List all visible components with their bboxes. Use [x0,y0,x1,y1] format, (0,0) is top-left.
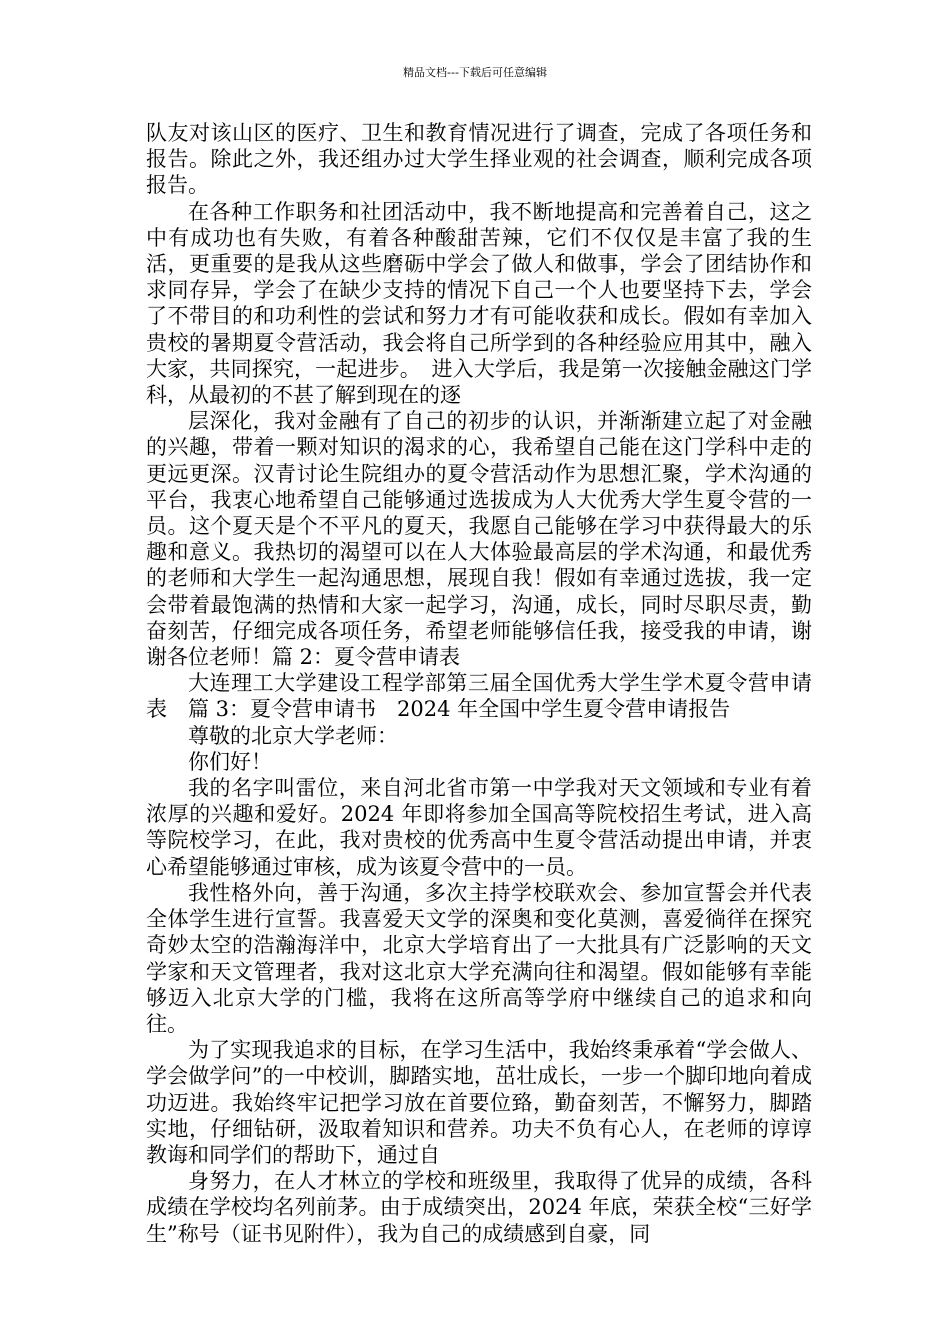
paragraph-8: 我性格外向，善于沟通，多次主持学校联欢会、参加宣誓会并代表全体学生进行宣誓。我喜爱天文学的深奥和变化莫测，喜爱徜徉在探究奇妙太空的浩瀚海洋中，北京大学培育出了一大批具有广泛影响的天文学家和天文管理者，我对这北京大学充满向往和渴望。假如能够有幸能够迈入北京大学的门槛，我将在这所高等学府中继续自己的追求和向往。 [146,880,812,1036]
paragraph-10: 身努力，在人才林立的学校和班级里，我取得了优异的成绩，各科成绩在学校均名列前茅。由于成绩突出，2024 年底，荣获全校“三好学生”称号（证书见附件），我为自己的成绩感到自豪，同 [146,1169,812,1246]
salutation: 尊敬的北京大学老师： [188,723,398,748]
greeting: 你们好！ [188,749,272,774]
document-body [146,120,812,1247]
page-header-note: 精品文档---下载后可任意编辑 [403,66,547,79]
paragraph-3: 层深化，我对金融有了自己的初步的认识，并渐渐建立起了对金融的兴趣，带着一颗对知识的渴求的心，我希望自己能在这门学科中走的更远更深。汉青讨论生院组办的夏令营活动作为思想汇聚，学术沟通的平台，我衷心地希望自己能够通过选拔成为人大优秀大学生夏令营的一员。这个夏天是个不平凡的夏天，我愿自己能够在学习中获得最大的乐趣和意义。我热切的渴望可以在人大体验最高层的学术沟通，和最优秀的老师和大学生一起沟通思想，展现自我！假如有幸通过选拔，我一定会带着最饱满的热情和大家一起学习，沟通，成长，同时尽职尽责，勤奋刻苦，仔细完成各项任务，希望老师能够信任我，接受我的申请，谢谢各位老师！篇 2：夏令营申请表 [146,409,812,670]
paragraph-7: 我的名字叫雷位，来自河北省市第一中学我对天文领域和专业有着浓厚的兴趣和爱好。2024 年即将参加全国高等院校招生考试，进入高等院校学习，在此，我对贵校的优秀高中生夏令营活动提出申请，并衷心希望能够通过审核，成为该夏令营中的一员。 [146,776,812,879]
paragraph-4: 大连理工大学建设工程学部第三届全国优秀大学生学术夏令营申请表 篇 3：夏令营申请书 2024 年全国中学生夏令营申请报告 [146,671,812,722]
paragraph-1: 队友对该山区的医疗、卫生和教育情况进行了调查，完成了各项任务和报告。除此之外，我还组办过大学生择业观的社会调查，顺利完成各项报告。 [146,121,812,198]
paragraph-9: 为了实现我追求的目标，在学习生活中，我始终秉承着“学会做人、学会做学问”的一中校训，脚踏实地，茁壮成长，一步一个脚印地向着成功迈进。我始终牢记把学习放在首要位臵，勤奋刻苦，不懈努力，脚踏实地，仔细钻研，汲取着知识和营养。功夫不负有心人，在老师的谆谆教诲和同学们的帮助下，通过自 [146,1038,812,1167]
paragraph-2: 在各种工作职务和社团活动中，我不断地提高和完善着自己，这之中有成功也有失败，有着各种酸甜苦辣，它们不仅仅是丰富了我的生活，更重要的是我从这些磨砺中学会了做人和做事，学会了团结协作和求同存异，学会了在缺少支持的情况下自己一个人也要坚持下去，学会了不带目的和功利性的尝试和努力才有可能收获和成长。假如有幸加入贵校的暑期夏令营活动，我会将自己所学到的各种经验应用其中，融入大家，共同探究，一起进步。 进入大学后，我是第一次接触金融这门学科，从最初的不甚了解到现在的逐 [146,199,812,408]
